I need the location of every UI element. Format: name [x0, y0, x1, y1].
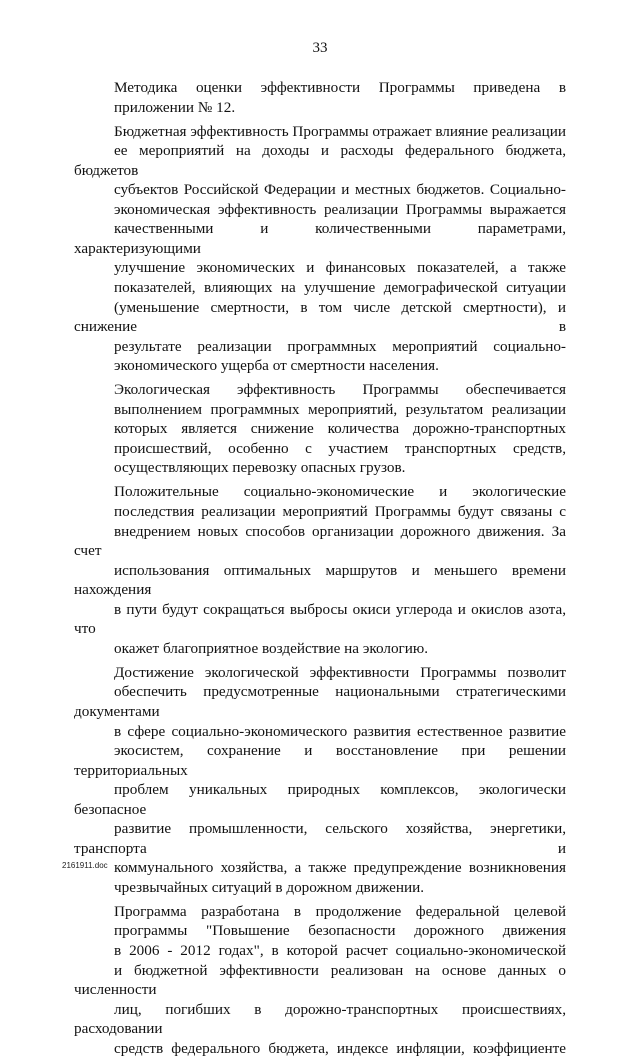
text-line: Экологическая эффективность Программы обеспечивается	[114, 381, 566, 399]
text-line: последствия реализации мероприятий Программы будут связаны с	[114, 502, 566, 520]
text-line: показателей, влияющих на улучшение демографической ситуации	[114, 278, 566, 296]
text-line: чрезвычайных ситуаций в дорожном движении.	[114, 878, 425, 896]
text-line: которых является снижение количества дорожно-транспортных	[114, 420, 566, 438]
text-line: приложении № 12.	[114, 98, 236, 116]
text-line: экосистем, сохранение и восстановление при решении территориальных	[74, 742, 566, 779]
text-line: программы "Повышение безопасности дорожного движения	[114, 922, 566, 940]
text-line: окажет благоприятное воздействие на экологию.	[114, 639, 429, 657]
text-line: лиц, погибших в дорожно-транспортных происшествиях, расходовании	[74, 1000, 566, 1038]
text-line: экономическая эффективность реализации Программы выражается	[114, 200, 566, 218]
text-line: ее мероприятий на доходы и расходы федерального бюджета, бюджетов	[74, 142, 566, 179]
text-line: Бюджетная эффективность Программы отражает влияние реализации	[114, 122, 567, 140]
body-text	[74, 78, 566, 1063]
paragraph	[74, 663, 566, 898]
text-line: Положительные социально-экономические и экологические	[114, 483, 566, 501]
paragraph	[74, 482, 566, 658]
footer-filename: 2161911.doc	[62, 861, 108, 870]
text-line: результате реализации программных мероприятий социально-	[114, 337, 566, 355]
paragraph	[74, 380, 566, 478]
text-line: проблем уникальных природных комплексов, экологически безопасное	[74, 781, 566, 818]
text-line: внедрением новых способов организации дорожного движения. За счет	[74, 522, 566, 560]
text-line: Методика оценки эффективности Программы приведена в	[114, 79, 566, 96]
text-line: в сфере социально-экономического развития естественное развитие	[114, 722, 566, 740]
page-number: 33	[312, 40, 328, 56]
text-line: качественными и количественными параметрами, характеризующими	[74, 220, 566, 257]
text-line: (уменьшение смертности, в том числе детской смертности), и снижение в	[74, 298, 566, 336]
text-line: субъектов Российской Федерации и местных бюджетов. Социально-	[114, 181, 566, 199]
text-line: коммунального хозяйства, а также предупреждение возникновения	[114, 859, 566, 877]
paragraph	[74, 122, 566, 376]
text-line: Программа разработана в продолжение федеральной целевой	[114, 902, 566, 920]
text-line: обеспечить предусмотренные национальными стратегическими документами	[74, 683, 566, 720]
text-line: происшествий, особенно с участием транспортных средств,	[114, 439, 566, 457]
text-line: и бюджетной эффективности реализован на основе данных о численности	[74, 961, 566, 999]
text-line: средств федерального бюджета, индексе инфляции, коэффициенте	[114, 1039, 566, 1057]
text-line: в пути будут сокращаться выбросы окиси углерода и окислов азота, что	[74, 600, 566, 638]
text-line: Достижение экологической эффективности Программы позволит	[114, 663, 566, 681]
paragraph	[74, 78, 566, 117]
text-line: выполнением программных мероприятий, результатом реализации	[114, 400, 566, 418]
paragraph	[74, 902, 566, 1058]
text-line: использования оптимальных маршрутов и меньшего времени нахождения	[74, 561, 566, 599]
text-line: развитие промышленности, сельского хозяйства, энергетики, транспорта и	[74, 820, 566, 857]
text-line: осуществляющих перевозку опасных грузов.	[114, 459, 406, 477]
text-line: экономического ущерба от смертности населения.	[114, 357, 439, 375]
text-line: в 2006 - 2012 годах", в которой расчет социально-экономической	[114, 942, 566, 960]
text-line: улучшение экономических и финансовых показателей, а также	[114, 259, 566, 277]
